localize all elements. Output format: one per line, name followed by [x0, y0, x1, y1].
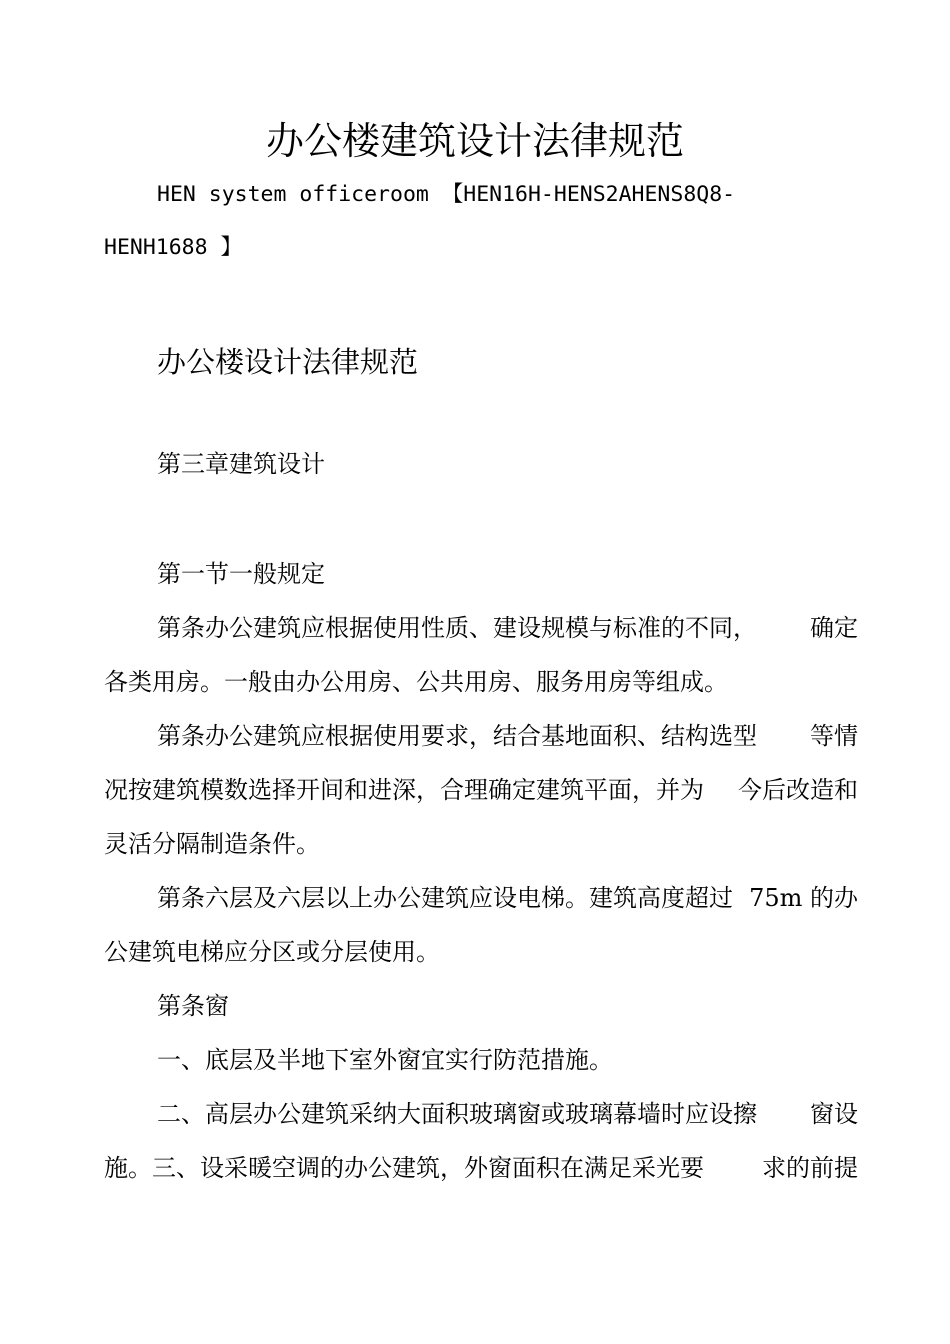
paragraph-2-line-3: 灵活分隔制造条件。: [104, 830, 320, 858]
paragraph-2-line-2-left: 况按建筑模数选择开间和进深，合理确定建筑平面，并为: [104, 776, 704, 804]
paragraph-3-line-1-left: 第条六层及六层以上办公建筑应设电梯。建筑高度超过: [157, 884, 733, 912]
document-subtitle: 办公楼设计法律规范: [157, 345, 419, 379]
list-item-2-line-1-right: 窗设: [810, 1100, 858, 1128]
chapter-heading: 第三章建筑设计: [157, 450, 325, 478]
paragraph-2-line-2-right: 今后改造和: [738, 776, 858, 804]
section-heading: 第一节一般规定: [157, 560, 325, 588]
document-code-line-1: HEN system officeroom 【HEN16H-HENS2AHENS8Q8-: [157, 182, 736, 207]
paragraph-2-line-2: [104, 773, 858, 807]
list-item-2-line-1: [104, 1097, 858, 1131]
paragraph-2-line-1-left: 第条办公建筑应根据使用要求，结合基地面积、结构选型: [157, 722, 757, 750]
document-title: 办公楼建筑设计法律规范: [265, 119, 684, 163]
paragraph-3-line-1: [104, 881, 858, 915]
paragraph-2-line-1: [104, 719, 858, 753]
list-item-2-line-2-right: 求的前提: [762, 1154, 858, 1182]
paragraph-3-line-1-right: 75m 的办: [749, 884, 858, 912]
list-item-2-line-1-left: 二、高层办公建筑采纳大面积玻璃窗或玻璃幕墙时应设擦: [157, 1100, 757, 1128]
list-item-2-line-2-left: 施。三、设采暖空调的办公建筑，外窗面积在满足采光要: [104, 1154, 704, 1182]
document-code-line-2: HENH1688 】: [104, 235, 242, 260]
list-item-1: 一、底层及半地下室外窗宜实行防范措施。: [157, 1046, 613, 1074]
paragraph-3-line-2: 公建筑电梯应分区或分层使用。: [104, 938, 440, 966]
paragraph-1-line-1-right: 确定: [810, 614, 858, 642]
paragraph-1-line-1: [104, 611, 858, 645]
list-item-2-line-2: [104, 1151, 858, 1185]
paragraph-4: 第条窗: [157, 992, 229, 1020]
paragraph-1-line-1-left: 第条办公建筑应根据使用性质、建设规模与标准的不同，: [157, 614, 757, 642]
paragraph-2-line-1-right: 等情: [810, 722, 858, 750]
paragraph-1-line-2: 各类用房。一般由办公用房、公共用房、服务用房等组成。: [104, 668, 728, 696]
